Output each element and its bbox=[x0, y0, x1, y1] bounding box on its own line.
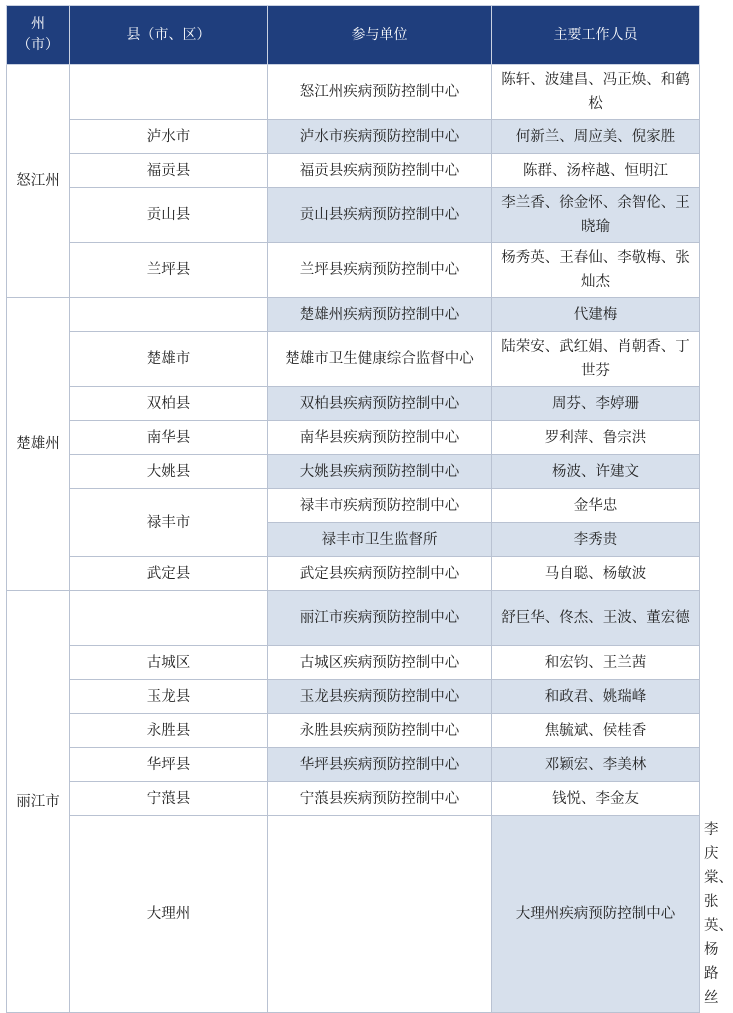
staff-cell: 李秀贵 bbox=[492, 523, 700, 557]
table-row bbox=[7, 557, 700, 591]
prefecture-cell: 丽江市 bbox=[7, 591, 70, 1013]
staff-cell: 金华忠 bbox=[492, 489, 700, 523]
table-row bbox=[7, 591, 700, 646]
table-row bbox=[7, 680, 700, 714]
unit-cell: 南华县疾病预防控制中心 bbox=[268, 421, 492, 455]
county-cell: 古城区 bbox=[70, 646, 268, 680]
county-cell: 楚雄市 bbox=[70, 332, 268, 387]
header-staff: 主要工作人员 bbox=[492, 6, 700, 65]
table-header bbox=[7, 6, 700, 65]
staff-cell: 陈轩、波建昌、冯正焕、和鹤松 bbox=[492, 65, 700, 120]
county-cell: 华坪县 bbox=[70, 748, 268, 782]
staff-cell: 陆荣安、武红娟、肖朝香、丁世芬 bbox=[492, 332, 700, 387]
table-row bbox=[7, 455, 700, 489]
county-cell: 福贡县 bbox=[70, 154, 268, 188]
county-cell: 贡山县 bbox=[70, 188, 268, 243]
table-row bbox=[7, 748, 700, 782]
county-cell: 大姚县 bbox=[70, 455, 268, 489]
county-cell: 禄丰市 bbox=[70, 489, 268, 557]
staff-cell: 杨波、许建文 bbox=[492, 455, 700, 489]
unit-cell: 泸水市疾病预防控制中心 bbox=[268, 120, 492, 154]
staff-cell: 和宏钧、王兰茜 bbox=[492, 646, 700, 680]
county-cell bbox=[70, 591, 268, 646]
staff-cell: 何新兰、周应美、倪家胜 bbox=[492, 120, 700, 154]
staff-cell: 马自聪、杨敏波 bbox=[492, 557, 700, 591]
unit-cell: 楚雄市卫生健康综合监督中心 bbox=[268, 332, 492, 387]
staff-cell: 李兰香、徐金怀、余智伦、王晓瑜 bbox=[492, 188, 700, 243]
unit-cell: 禄丰市卫生监督所 bbox=[268, 523, 492, 557]
table-row bbox=[7, 243, 700, 298]
prefecture-cell: 大理州 bbox=[70, 816, 268, 1013]
county-cell bbox=[70, 65, 268, 120]
prefecture-cell: 楚雄州 bbox=[7, 298, 70, 591]
staff-cell: 舒巨华、佟杰、王波、董宏德 bbox=[492, 591, 700, 646]
header-county: 县（市、区） bbox=[70, 6, 268, 65]
unit-cell: 禄丰市疾病预防控制中心 bbox=[268, 489, 492, 523]
unit-cell: 武定县疾病预防控制中心 bbox=[268, 557, 492, 591]
table-row bbox=[7, 332, 700, 387]
county-cell: 宁蒗县 bbox=[70, 782, 268, 816]
header-prefecture-line2: （市） bbox=[17, 37, 59, 53]
table-row bbox=[7, 298, 700, 332]
county-cell: 玉龙县 bbox=[70, 680, 268, 714]
table-body bbox=[7, 65, 733, 1013]
county-cell: 武定县 bbox=[70, 557, 268, 591]
table-row bbox=[7, 65, 700, 120]
header-prefecture bbox=[7, 6, 70, 65]
table-row bbox=[7, 120, 700, 154]
table-row bbox=[7, 714, 700, 748]
staff-cell: 和政君、姚瑞峰 bbox=[492, 680, 700, 714]
staff-cell: 焦毓斌、侯桂香 bbox=[492, 714, 700, 748]
staff-cell: 杨秀英、王春仙、李敬梅、张灿杰 bbox=[492, 243, 700, 298]
unit-cell: 兰坪县疾病预防控制中心 bbox=[268, 243, 492, 298]
county-cell: 永胜县 bbox=[70, 714, 268, 748]
county-cell bbox=[268, 816, 492, 1013]
county-cell: 双柏县 bbox=[70, 387, 268, 421]
table-row bbox=[7, 188, 700, 243]
staff-cell: 钱悦、李金友 bbox=[492, 782, 700, 816]
staff-cell: 邓颖宏、李美林 bbox=[492, 748, 700, 782]
table-row bbox=[7, 154, 700, 188]
unit-cell: 丽江市疾病预防控制中心 bbox=[268, 591, 492, 646]
table-row bbox=[7, 646, 700, 680]
unit-cell: 怒江州疾病预防控制中心 bbox=[268, 65, 492, 120]
unit-cell: 双柏县疾病预防控制中心 bbox=[268, 387, 492, 421]
unit-cell: 永胜县疾病预防控制中心 bbox=[268, 714, 492, 748]
header-prefecture-line1: 州 bbox=[31, 16, 45, 32]
county-cell bbox=[70, 298, 268, 332]
county-cell: 南华县 bbox=[70, 421, 268, 455]
staff-cell: 罗利萍、鲁宗洪 bbox=[492, 421, 700, 455]
unit-cell: 大理州疾病预防控制中心 bbox=[492, 816, 700, 1013]
unit-cell: 宁蒗县疾病预防控制中心 bbox=[268, 782, 492, 816]
table-row bbox=[7, 421, 700, 455]
staff-cell: 代建梅 bbox=[492, 298, 700, 332]
unit-cell: 贡山县疾病预防控制中心 bbox=[268, 188, 492, 243]
staff-table bbox=[6, 5, 733, 1013]
table-row bbox=[7, 782, 700, 816]
staff-cell: 陈群、汤梓越、恒明江 bbox=[492, 154, 700, 188]
table-row: 大理州 大理州疾病预防控制中心 李庆棠、张英、杨路丝 bbox=[7, 816, 700, 1013]
unit-cell: 玉龙县疾病预防控制中心 bbox=[268, 680, 492, 714]
county-cell: 兰坪县 bbox=[70, 243, 268, 298]
table-row bbox=[7, 489, 700, 523]
prefecture-cell: 怒江州 bbox=[7, 65, 70, 298]
unit-cell: 福贡县疾病预防控制中心 bbox=[268, 154, 492, 188]
unit-cell: 大姚县疾病预防控制中心 bbox=[268, 455, 492, 489]
unit-cell: 华坪县疾病预防控制中心 bbox=[268, 748, 492, 782]
unit-cell: 古城区疾病预防控制中心 bbox=[268, 646, 492, 680]
table-row bbox=[7, 387, 700, 421]
header-unit: 参与单位 bbox=[268, 6, 492, 65]
staff-cell: 周芬、李婷珊 bbox=[492, 387, 700, 421]
unit-cell: 楚雄州疾病预防控制中心 bbox=[268, 298, 492, 332]
county-cell: 泸水市 bbox=[70, 120, 268, 154]
